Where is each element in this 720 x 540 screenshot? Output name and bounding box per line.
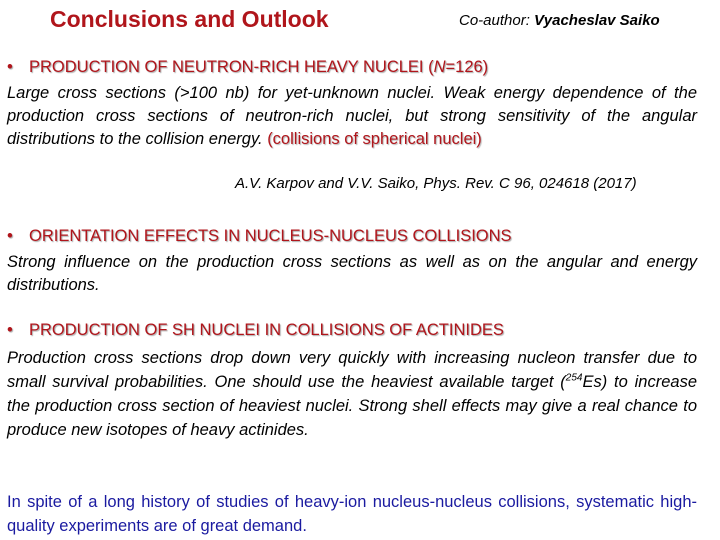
bullet-icon: • xyxy=(7,227,13,245)
heading-text: ORIENTATION EFFECTS IN NUCLEUS-NUCLEUS COLLISIONS xyxy=(29,227,512,245)
coauthor-label: Co-author: xyxy=(459,12,530,29)
section-heading-actinides xyxy=(7,321,504,340)
isotope-mass-number: 254 xyxy=(565,372,583,384)
page-title: Conclusions and Outlook xyxy=(50,6,329,32)
coauthor-line xyxy=(459,12,660,29)
section-heading-neutron-rich xyxy=(7,58,488,77)
coauthor-name: Vyacheslav Saiko xyxy=(534,12,660,29)
highlight-text: (collisions of spherical nuclei) xyxy=(267,130,482,148)
heading-variable: N xyxy=(433,58,446,76)
section-body-neutron-rich xyxy=(7,82,697,151)
body-text-post: ) to increase the production cross section of heaviest nuclei. Strong shell effects may give a real chance to produce new isotopes of heavy actinides. xyxy=(7,373,697,439)
section-body-actinides xyxy=(7,346,697,442)
reference-citation: A.V. Karpov and V.V. Saiko, Phys. Rev. C 96, 024618 (2017) xyxy=(235,175,637,192)
bullet-icon: • xyxy=(7,321,13,339)
body-text: Large cross sections (>100 nb) for yet-unknown nuclei. Weak energy dependence of the production cross sections of neutron-rich nuclei, but strong sensitivity of the angular distributions to the collision energy. xyxy=(7,84,697,148)
heading-text-post: =126) xyxy=(445,58,489,76)
heading-text-pre: PRODUCTION OF NEUTRON-RICH HEAVY NUCLEI ( xyxy=(29,58,434,76)
section-body-orientation: Strong influence on the production cross sections as well as on the angular and energy distributions. xyxy=(7,253,697,294)
heading-text: PRODUCTION OF SH NUCLEI IN COLLISIONS OF ACTINIDES xyxy=(29,321,504,339)
section-heading-orientation xyxy=(7,227,512,246)
body-text-pre: Production cross sections drop down very quickly with increasing nucleon transfer due to small survival probabilities. One should use the heaviest available target ( xyxy=(7,349,697,391)
element-symbol: Es xyxy=(582,373,602,391)
closing-statement: In spite of a long history of studies of heavy-ion nucleus-nucleus collisions, systematic high-quality experiments are of great demand. xyxy=(7,493,697,535)
bullet-icon: • xyxy=(7,58,13,76)
